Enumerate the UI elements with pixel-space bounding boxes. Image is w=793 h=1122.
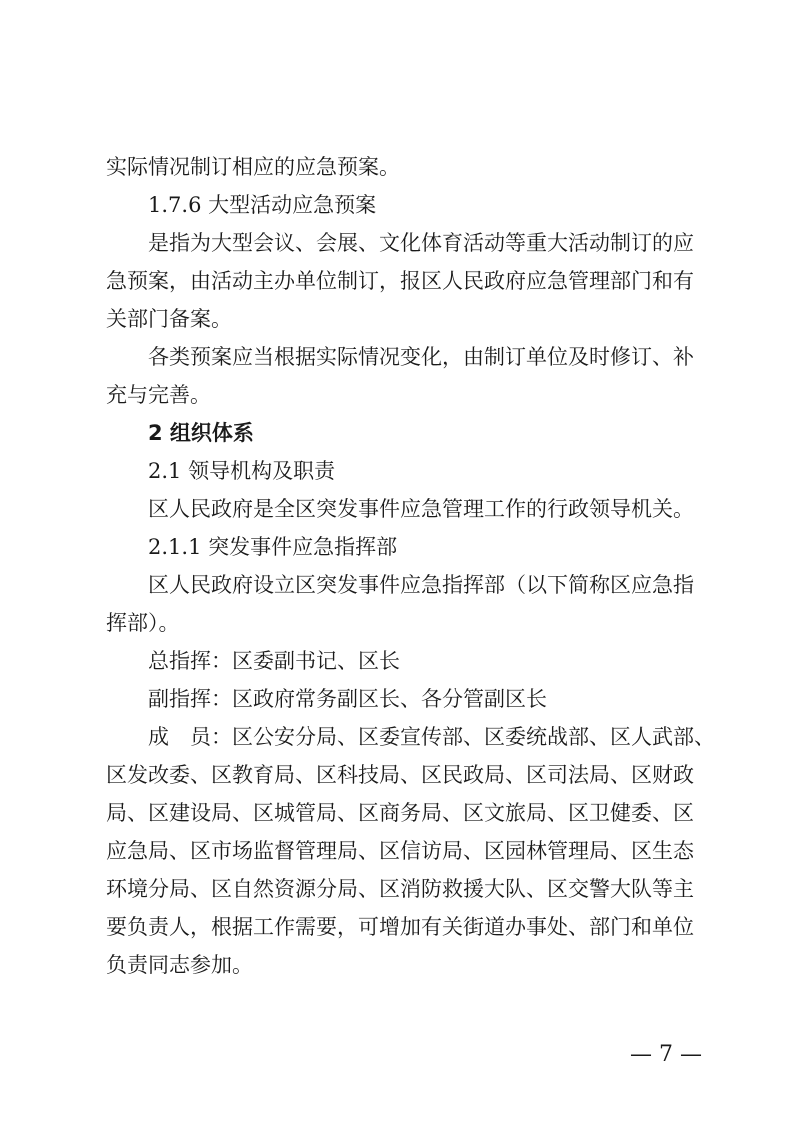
body-line: 各类预案应当根据实际情况变化，由制订单位及时修订、补 xyxy=(148,345,694,369)
body-line: 区人民政府设立区突发事件应急指挥部（以下简称区应急指 xyxy=(148,573,694,597)
body-line: 实际情况制订相应的应急预案。 xyxy=(106,155,400,179)
members-line: 负责同志参加。 xyxy=(106,953,253,977)
body-line: 充与完善。 xyxy=(106,383,211,407)
section-heading-2-1-1: 2.1.1 突发事件应急指挥部 xyxy=(148,535,398,559)
section-heading-2-1: 2.1 领导机构及职责 xyxy=(148,459,336,483)
members-line: 局、区建设局、区城管局、区商务局、区文旅局、区卫健委、区 xyxy=(106,801,694,825)
body-line: 关部门备案。 xyxy=(106,307,232,331)
commander-line: 总指挥：区委副书记、区长 xyxy=(148,649,400,673)
body-line: 挥部）。 xyxy=(106,611,180,635)
members-line: 成 员：区公安分局、区委宣传部、区委统战部、区人武部、 xyxy=(148,725,715,749)
body-line: 是指为大型会议、会展、文化体育活动等重大活动制订的应 xyxy=(148,231,694,255)
members-line: 要负责人，根据工作需要，可增加有关街道办事处、部门和单位 xyxy=(106,915,694,939)
deputy-commander-line: 副指挥：区政府常务副区长、各分管副区长 xyxy=(148,687,547,711)
body-line: 区人民政府是全区突发事件应急管理工作的行政领导机关。 xyxy=(148,497,694,521)
members-line: 环境分局、区自然资源分局、区消防救援大队、区交警大队等主 xyxy=(106,877,694,901)
members-line: 区发改委、区教育局、区科技局、区民政局、区司法局、区财政 xyxy=(106,763,694,787)
section-heading-1-7-6: 1.7.6 大型活动应急预案 xyxy=(148,193,377,217)
section-heading-2: 2 组织体系 xyxy=(148,421,254,445)
body-line: 急预案，由活动主办单位制订，报区人民政府应急管理部门和有 xyxy=(106,269,694,293)
members-line: 应急局、区市场监督管理局、区信访局、区园林管理局、区生态 xyxy=(106,839,694,863)
page-number: — 7 — xyxy=(630,1042,702,1067)
